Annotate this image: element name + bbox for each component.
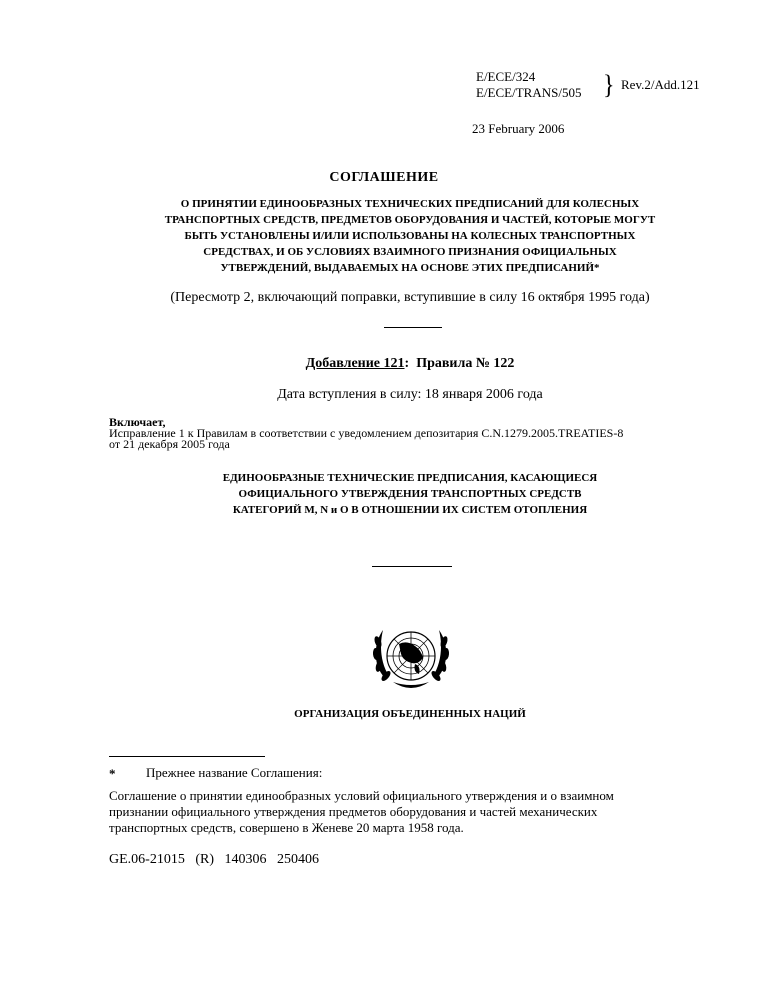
job-number: GE.06-21015 (R) 140306 250406 xyxy=(109,852,319,867)
regulation-title-line: ЕДИНООБРАЗНЫЕ ТЕХНИЧЕСКИЕ ПРЕДПИСАНИЯ, КАСАЮЩИЕСЯ xyxy=(222,472,598,484)
footnote-divider xyxy=(109,756,265,757)
subtitle-line: ТРАНСПОРТНЫХ СРЕДСТВ, ПРЕДМЕТОВ ОБОРУДОВАНИЯ И ЧАСТЕЙ, КОТОРЫЕ МОГУТ xyxy=(164,214,656,226)
right-brace-icon: } xyxy=(603,70,615,101)
revision-note: (Пересмотр 2, включающий поправки, вступившие в силу 16 октября 1995 года) xyxy=(170,290,650,305)
regulation-number: Правила № 122 xyxy=(416,356,515,371)
regulation-title xyxy=(104,470,716,518)
document-symbol-block xyxy=(476,69,581,101)
footnote-mark: * xyxy=(109,766,116,781)
regulation-title-line: ОФИЦИАЛЬНОГО УТВЕРЖДЕНИЯ ТРАНСПОРТНЫХ СРЕДСТВ xyxy=(238,488,582,500)
revision-symbol: Rev.2/Add.121 xyxy=(621,77,700,92)
includes-line: Исправление 1 к Правилам в соответствии с уведомлением депозитария C.N.1279.2005.TREATIES-8 xyxy=(109,426,624,440)
subtitle-line: СРЕДСТВАХ, И ОБ УСЛОВИЯХ ВЗАИМНОГО ПРИЗНАНИЯ ОФИЦИАЛЬНЫХ xyxy=(203,246,617,258)
addendum-separator: : xyxy=(404,356,417,371)
regulation-title-line: КАТЕГОРИЙ M, N и O В ОТНОШЕНИИ ИХ СИСТЕМ ОТОПЛЕНИЯ xyxy=(232,504,588,516)
un-emblem-icon xyxy=(363,618,459,702)
entry-into-force: Дата вступления в силу: 18 января 2006 года xyxy=(277,387,543,402)
subtitle-line: О ПРИНЯТИИ ЕДИНООБРАЗНЫХ ТЕХНИЧЕСКИХ ПРЕДПИСАНИЙ ДЛЯ КОЛЕСНЫХ xyxy=(180,198,640,210)
document-symbol-1: E/ECE/324 xyxy=(476,69,536,84)
addendum-label: Добавление 121 xyxy=(305,356,405,371)
agreement-subtitle xyxy=(104,196,716,276)
subtitle-line: УТВЕРЖДЕНИЙ, ВЫДАВАЕМЫХ НА ОСНОВЕ ЭТИХ ПРЕДПИСАНИЙ* xyxy=(220,262,600,274)
agreement-title: СОГЛАШЕНИЕ xyxy=(329,170,439,185)
document-symbol-2: E/ECE/TRANS/505 xyxy=(476,85,582,100)
addendum-heading xyxy=(0,356,768,372)
document-date: 23 February 2006 xyxy=(472,121,565,136)
divider xyxy=(372,566,452,567)
footnote-line: транспортных средств, совершено в Женеве 20 марта 1958 года. xyxy=(109,820,464,835)
includes-heading: Включает, xyxy=(109,415,166,429)
footnote-text xyxy=(109,788,679,836)
subtitle-line: БЫТЬ УСТАНОВЛЕНЫ И/ИЛИ ИСПОЛЬЗОВАНЫ НА КОЛЕСНЫХ ТРАНСПОРТНЫХ xyxy=(184,230,636,242)
footnote-line: признании официального утверждения предметов оборудования и частей механических xyxy=(109,804,598,819)
footnote-heading: Прежнее название Соглашения: xyxy=(146,765,323,780)
footnote-line: Соглашение о принятии единообразных условий официального утверждения и о взаимном xyxy=(109,788,614,803)
organization-name: ОРГАНИЗАЦИЯ ОБЪЕДИНЕННЫХ НАЦИЙ xyxy=(294,708,526,720)
divider xyxy=(384,327,442,328)
includes-line: от 21 декабря 2005 года xyxy=(109,437,230,451)
includes-block xyxy=(109,417,623,450)
